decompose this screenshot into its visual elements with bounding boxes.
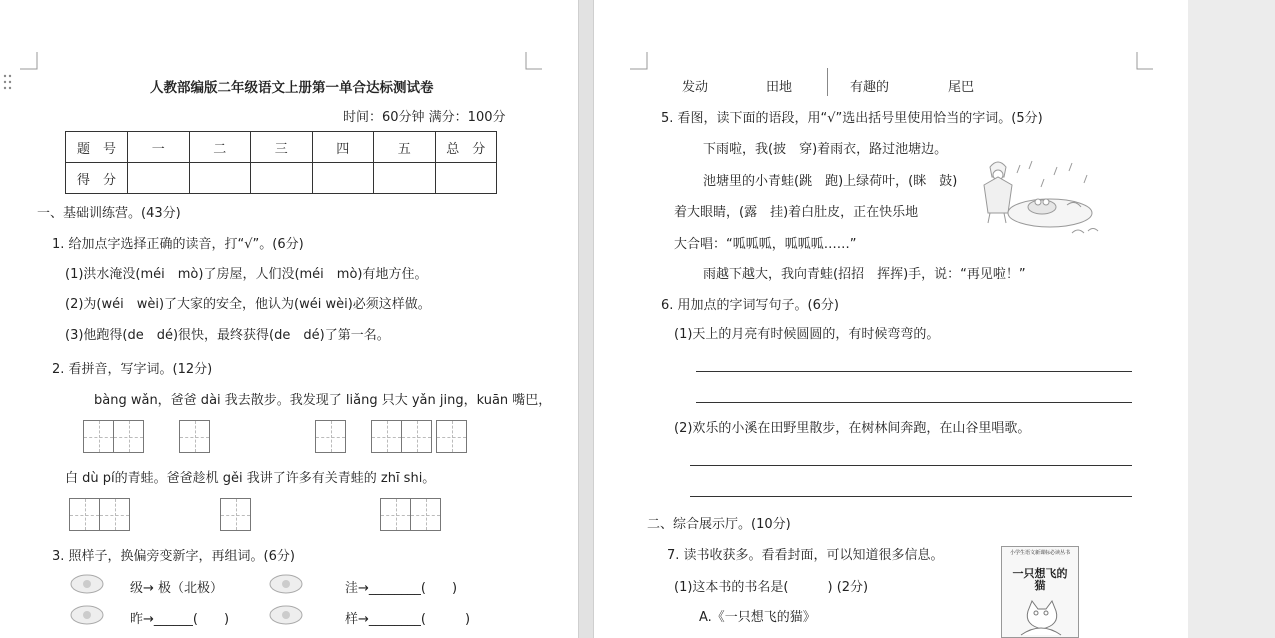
book-title-text: 一只想飞的猫 — [1012, 567, 1068, 592]
workspace-background — [1188, 0, 1275, 638]
q2-line-1: bàng wǎn，爸爸 dài 我去散步。我发现了 liǎng 只大 yǎn jing，kuān 嘴巴， — [94, 393, 552, 408]
crop-mark-top-left — [20, 52, 38, 70]
score-table — [65, 131, 497, 194]
q3-item-2: 洼→________( ) — [345, 581, 458, 596]
q3-example-1: 级→ 极（北极） — [130, 581, 224, 596]
crop-mark-top-right — [525, 52, 543, 70]
answer-grid-dupi[interactable] — [69, 498, 130, 531]
answer-grid-zhishi[interactable] — [380, 498, 441, 531]
word-youqude: 有趣的 — [850, 80, 890, 95]
time-info: 时间：60分钟 满分：100分 — [343, 110, 506, 125]
section-2-heading: 二、综合展示厅。(10分) — [647, 517, 791, 532]
q5-para-5: 雨越下越大，我向青蛙(招招 挥挥)手，说：“再见啦！” — [703, 267, 1026, 282]
q5-para-1: 下雨啦，我(披 穿)着雨衣，路过池塘边。 — [703, 142, 948, 157]
book-series-text: 小学生语文新课标必读丛书 — [1009, 550, 1070, 556]
answer-grid-gei[interactable] — [220, 498, 251, 531]
q6-title: 6. 用加点的字词写句子。(6分) — [661, 298, 839, 313]
score-row-label: 得 分 — [66, 163, 128, 194]
answer-line[interactable] — [690, 465, 1132, 466]
q5-para-4: 大合唱：“呱呱呱，呱呱呱……” — [674, 237, 857, 252]
book-cover-image — [1001, 546, 1079, 638]
q1-title: 1. 给加点字选择正确的读音，打“√”。(6分) — [52, 237, 304, 252]
score-head-1: 一 — [128, 132, 190, 163]
q2-line-2: 白 dù pí的青蛙。爸爸趁机 gěi 我讲了许多有关青蛙的 zhī shi。 — [65, 471, 436, 486]
q3-item-3: 昨→______( ) — [130, 612, 230, 627]
score-cell[interactable] — [312, 163, 374, 194]
q5-para-2: 池塘里的小青蛙(跳 跑)上绿荷叶，(眯 鼓) — [703, 174, 958, 189]
score-cell[interactable] — [128, 163, 190, 194]
answer-grid-yanjing-kuan[interactable] — [371, 420, 467, 453]
q6-sentence-1: (1)天上的月亮有时候圆圆的，有时候弯弯的。 — [674, 327, 940, 342]
score-head-total: 总 分 — [435, 132, 497, 163]
word-tiandi: 田地 — [766, 80, 793, 95]
flower-decoration-icon — [268, 571, 304, 597]
q7-option-a: A.《一只想飞的猫》 — [699, 610, 816, 625]
score-head-3: 三 — [251, 132, 313, 163]
q1-item-2: (2)为(wéi wèi)了大家的安全，他认为(wéi wèi)必须这样做。 — [65, 297, 431, 312]
q2-title: 2. 看拼音，写字词。(12分) — [52, 362, 213, 377]
score-head-4: 四 — [312, 132, 374, 163]
q5-para-3: 着大眼睛，(露 挂)着白肚皮，正在快乐地 — [674, 205, 919, 220]
answer-grid-bangwan[interactable] — [83, 420, 144, 453]
cat-illustration-icon — [1016, 597, 1066, 637]
score-head-2: 二 — [189, 132, 251, 163]
word-weiba: 尾巴 — [948, 80, 975, 95]
word-divider — [827, 68, 828, 96]
score-cell[interactable] — [189, 163, 251, 194]
answer-grid-liang[interactable] — [315, 420, 346, 453]
q7-sub-1: (1)这本书的书名是( ) (2分) — [674, 580, 869, 595]
q5-title: 5. 看图，读下面的语段，用“√”选出括号里使用恰当的字词。(5分) — [661, 111, 1043, 126]
score-head-5: 五 — [374, 132, 436, 163]
q1-item-3: (3)他跑得(de dé)很快，最终获得(de dé)了第一名。 — [65, 328, 390, 343]
answer-line[interactable] — [696, 402, 1132, 403]
q1-item-1: (1)洪水淹没(méi mò)了房屋，人们没(méi mò)有地方住。 — [65, 267, 428, 282]
answer-line[interactable] — [690, 496, 1132, 497]
q3-title: 3. 照样子，换偏旁变新字，再组词。(6分) — [52, 549, 295, 564]
crop-mark-top-left — [630, 52, 648, 70]
flower-decoration-icon — [268, 602, 304, 628]
score-cell[interactable] — [374, 163, 436, 194]
score-head-label: 题 号 — [66, 132, 128, 163]
crop-mark-top-right — [1136, 52, 1154, 70]
q7-title: 7. 读书收获多。看看封面，可以知道很多信息。 — [667, 548, 944, 563]
document-page-right — [594, 0, 1188, 638]
answer-line[interactable] — [696, 371, 1132, 372]
q6-sentence-2: (2)欢乐的小溪在田野里散步，在树林间奔跑，在山谷里唱歌。 — [674, 421, 1031, 436]
page-gap — [578, 0, 594, 638]
document-page-left — [0, 0, 578, 638]
q3-item-4: 样→________( ) — [345, 612, 471, 627]
score-cell[interactable] — [251, 163, 313, 194]
word-fadong: 发动 — [682, 80, 709, 95]
flower-decoration-icon — [69, 571, 105, 597]
flower-decoration-icon — [69, 602, 105, 628]
drag-handle-icon[interactable] — [3, 74, 13, 90]
score-cell[interactable] — [435, 163, 497, 194]
answer-grid-dai[interactable] — [179, 420, 210, 453]
page-title: 人教部编版二年级语文上册第一单合达标测试卷 — [150, 80, 434, 96]
rain-frog-illustration — [972, 155, 1107, 240]
section-1-heading: 一、基础训练营。(43分) — [37, 206, 181, 221]
